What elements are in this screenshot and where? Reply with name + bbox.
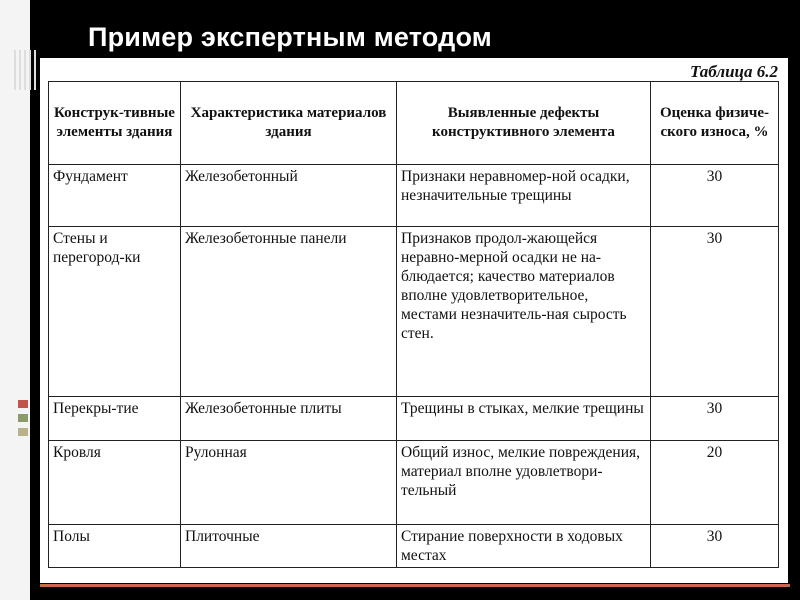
cell-material: Железобетонные панели [181, 227, 397, 397]
header-defects: Выявленные дефекты конструктивного элемента [397, 82, 651, 165]
table-row [49, 165, 779, 227]
cell-material: Железобетонный [181, 165, 397, 227]
cell-element: Фундамент [49, 165, 181, 227]
left-margin [0, 0, 30, 600]
cell-defects: Общий износ, мелкие повреждения, материал вполне удовлетвори-тельный [397, 441, 651, 525]
cell-defects: Признаков продол-жающейся неравно-мерной осадки не на-блюдается; качество материалов вполне удовлетворительное, местами незначитель-ная сырость стен. [397, 227, 651, 397]
decorative-bars [12, 50, 40, 90]
cell-element: Перекры-тие [49, 397, 181, 441]
cell-wear: 30 [651, 397, 779, 441]
wear-assessment-table [48, 81, 779, 568]
cell-wear: 30 [651, 525, 779, 568]
cell-material: Плиточные [181, 525, 397, 568]
decorative-square-green [18, 414, 28, 422]
table-header-row [49, 82, 779, 165]
header-wear: Оценка физиче-ского износа, % [651, 82, 779, 165]
header-materials: Характеристика материалов здания [181, 82, 397, 165]
cell-element: Полы [49, 525, 181, 568]
table-row [49, 525, 779, 568]
decorative-square-red [18, 400, 28, 408]
cell-wear: 20 [651, 441, 779, 525]
cell-element: Стены и перегород-ки [49, 227, 181, 397]
cell-wear: 30 [651, 165, 779, 227]
cell-defects: Признаки неравномер-ной осадки, незначительные трещины [397, 165, 651, 227]
cell-wear: 30 [651, 227, 779, 397]
cell-defects: Трещины в стыках, мелкие трещины [397, 397, 651, 441]
table-row [49, 441, 779, 525]
cell-element: Кровля [49, 441, 181, 525]
header-elements: Конструк-тивные элементы здания [49, 82, 181, 165]
decorative-square-tan [18, 428, 28, 436]
cell-material: Рулонная [181, 441, 397, 525]
cell-defects: Стирание поверхности в ходовых местах [397, 525, 651, 568]
slide-title: Пример экспертным методом [88, 22, 492, 52]
cell-material: Железобетонные плиты [181, 397, 397, 441]
bottom-accent-line [40, 584, 790, 587]
table-row [49, 397, 779, 441]
table-row [49, 227, 779, 397]
table-caption: Таблица 6.2 [690, 62, 778, 81]
scanned-table-page [40, 58, 788, 583]
